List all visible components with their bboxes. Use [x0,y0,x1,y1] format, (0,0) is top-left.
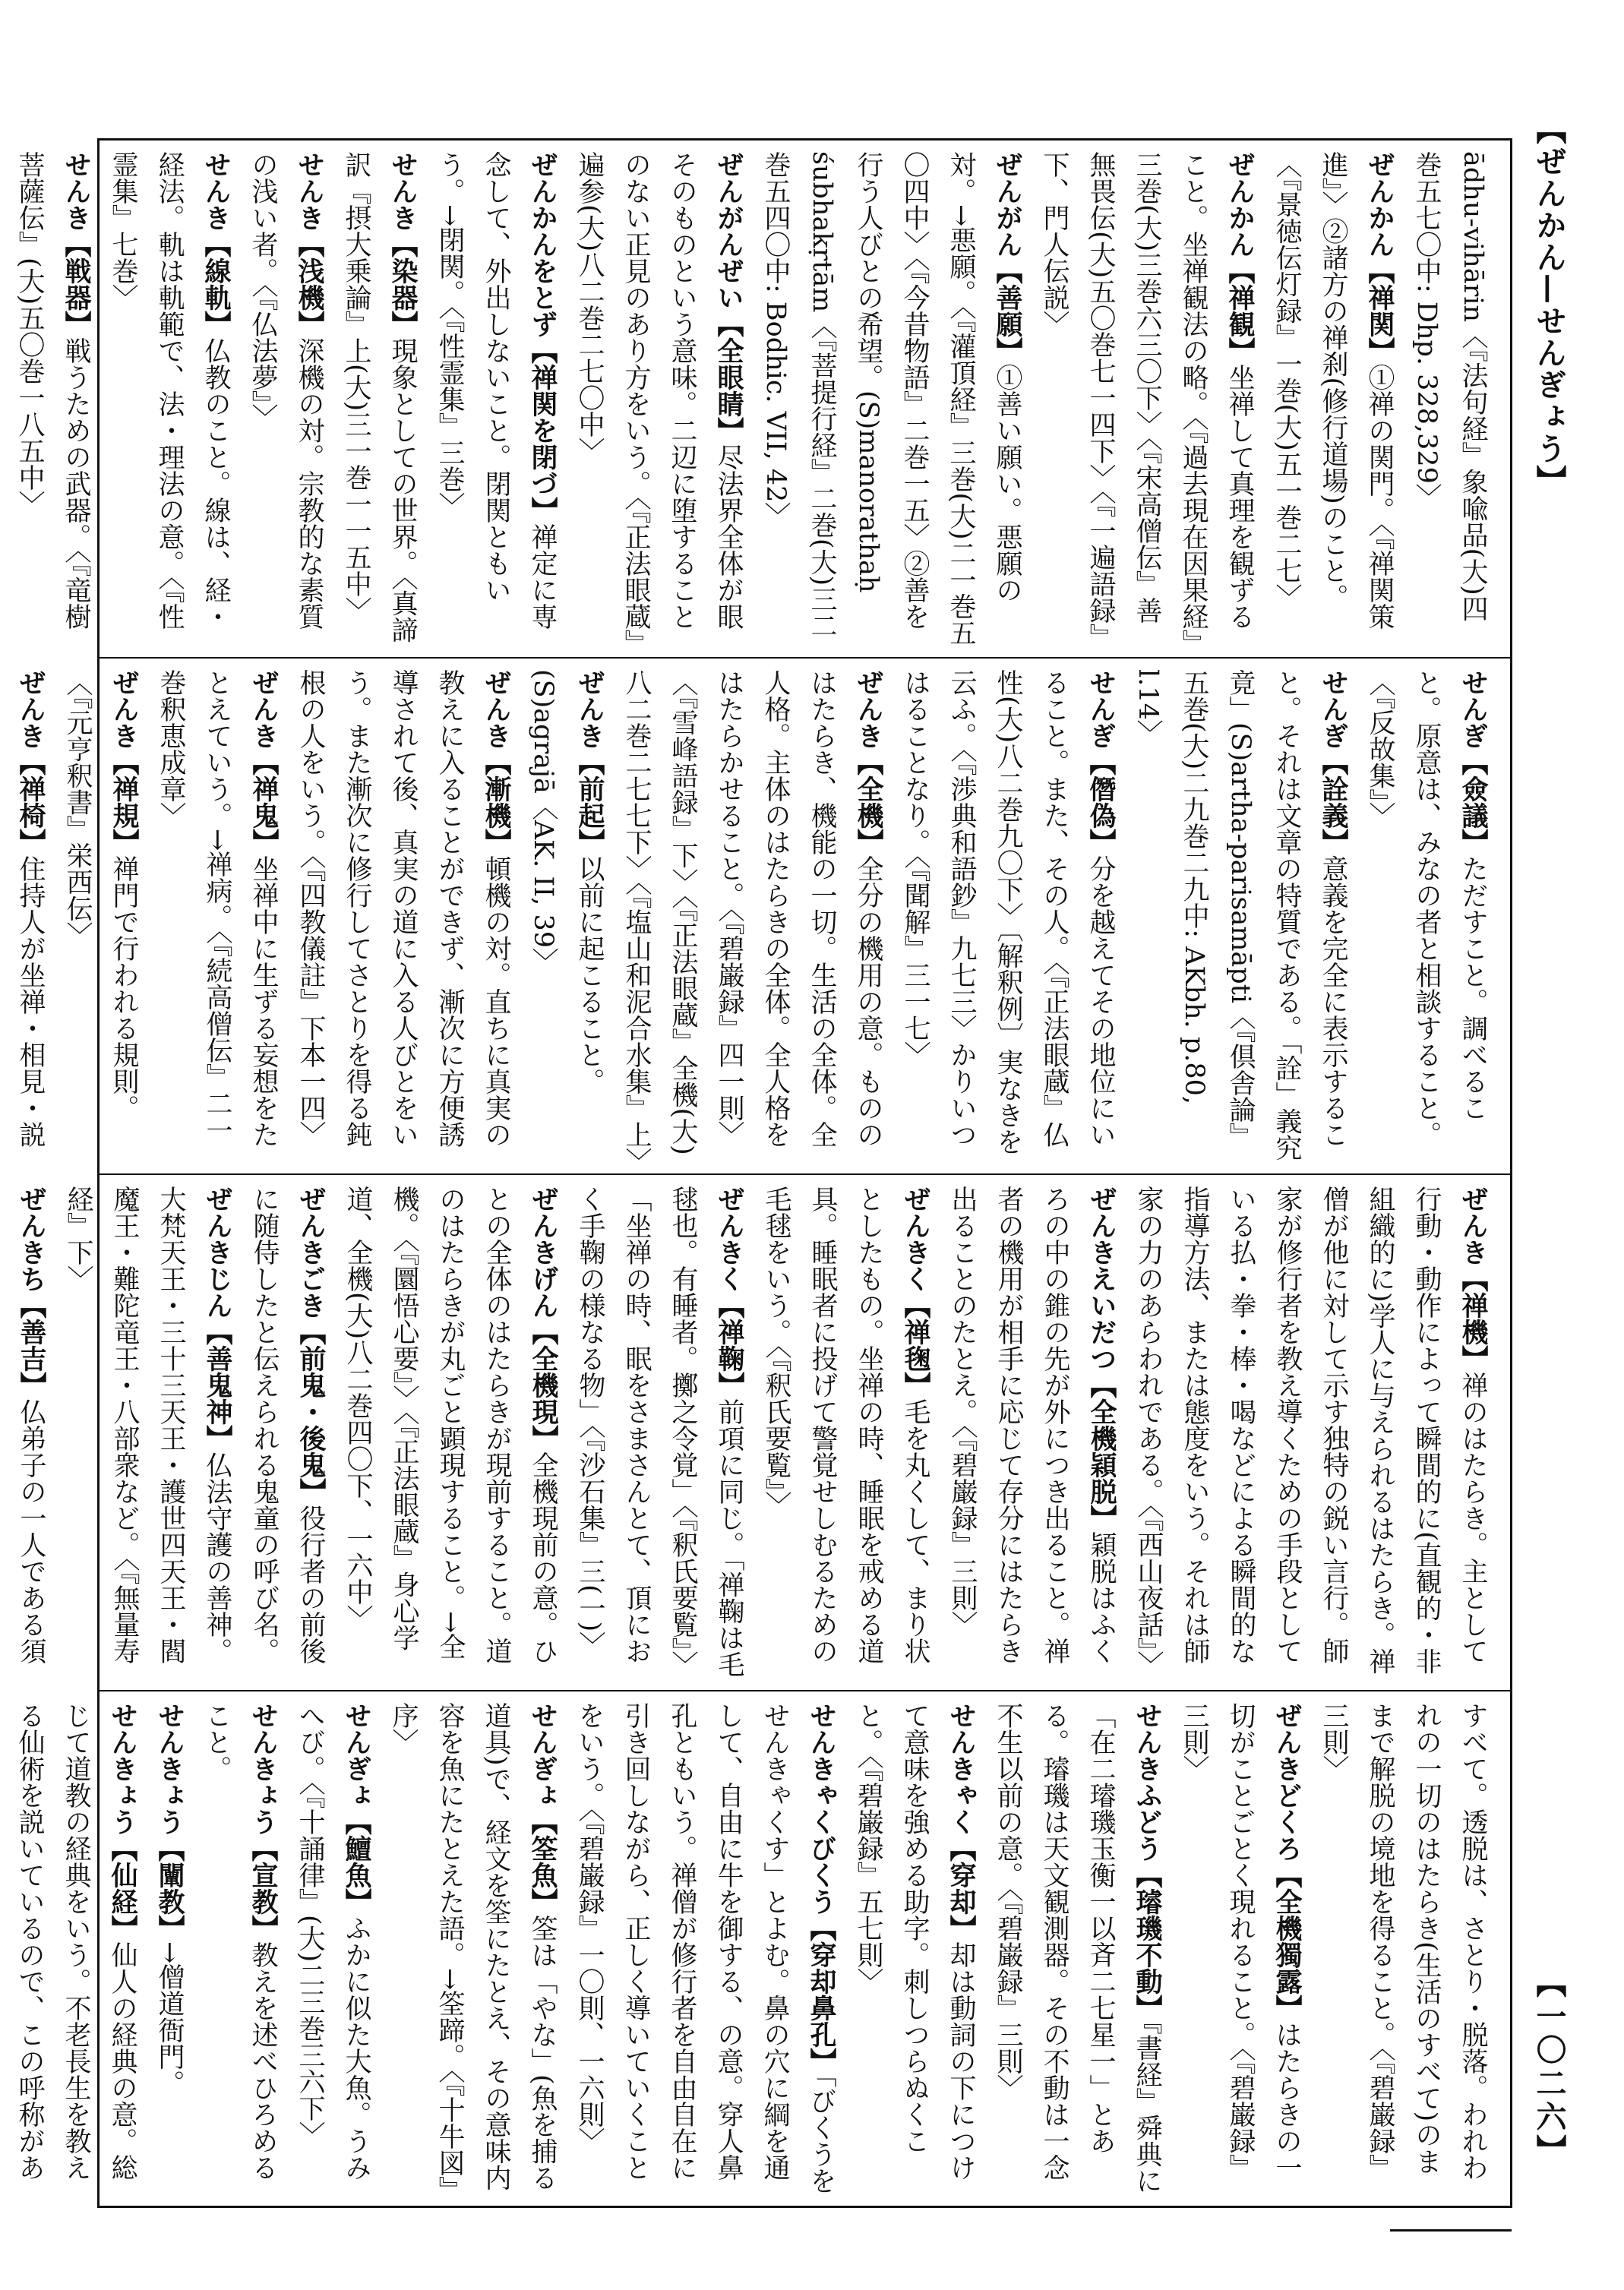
dictionary-entry [566,151,752,646]
entry-definition: 戦うための武器。〈『竜樹菩薩伝』(大)五〇巻一八五中〉 [14,151,91,630]
entry-definition: ふかに似た大魚。うみへび。〈『十誦律』(大)二三巻三六下〉 [295,1702,371,2181]
dictionary-entry [1263,151,1403,646]
entry-headword: せんぎょ【鱣魚】 [341,1702,372,1915]
entry-definition: 教えを述べひろめること。 [201,1702,278,2181]
dictionary-entry [54,669,147,1163]
dictionary-entry [333,151,426,646]
entry-headword: せんぎょ【筌魚】 [527,1702,558,1915]
tier-2 [15,657,1510,1174]
entry-definition: 仙人の経典の意。総じて道教の経典をいう。不老長生を教える仙術を説いているので、この呼称があ [14,1702,137,2181]
dictionary-entry [1125,1186,1496,1679]
dictionary-entry [520,669,613,1163]
dictionary-page-frame [14,138,1512,2208]
dictionary-entry [287,669,520,1163]
entry-definition: 仏教のこと。線は、経・経法。軌は軌範で、法・理法の意。〈『性霊集』七巻〉 [108,151,231,630]
entry-headword: ぜんき【禅規】 [109,669,140,855]
entry-definition: 『書経』舜典に「在二璿璣玉衡一以斉二七星一」とある。璿璣は天文観測器。その不動は一念不生以前の意。〈『碧巌録』三則〉 [993,1702,1162,2194]
entry-headword: せんきょう【宣教】 [248,1702,279,1941]
entry-definition: 仏弟子の一人である須 [16,1398,46,1664]
dictionary-entry [753,1186,939,1679]
entry-definition: 以前に起こること。(S)agrajā〈AK. II, 39〉 [528,669,605,1094]
entry-headword: せんき【浅機】 [294,151,325,337]
entry-headword: せんぎ【僉議】 [1458,669,1489,855]
dictionary-entry [752,151,1031,646]
entry-headword: ぜんきえいだつ【全機穎脱】 [1086,1186,1117,1531]
entry-definition: 坐禅して真理を観ずること。坐禅観法の略。〈『過去現在因果経』三巻(大)三巻六三〇下〉〈『宋高僧伝』善無畏伝(大)五〇巻七一四下〉〈『一遍語録』下、門人伝説〉 [1039,151,1255,643]
entry-headword: ぜんきじん【善鬼神】 [202,1186,233,1451]
entry-headword: ぜんがんぜい【全眼睛】 [713,151,744,444]
entry-headword: せんきゃく【穿却】 [946,1702,977,1941]
dictionary-entry [100,151,239,646]
page-number: 【一〇二六】 [1531,1967,1567,2168]
dictionary-entry [1171,1702,1310,2195]
entry-definition: 「びくうをせんきゃくす」とよむ。鼻の穴に綱を通して、自由に牛を御する、の意。穿人鼻孔ともいう。禅僧が修行者を自由自在に引き回しながら、正しく導いていくことをいう。〈『碧巌録』一〇則、一六則〉 [574,1702,836,2194]
entry-headword: ぜんかんをとず【禅関を閉づ】 [527,151,558,523]
entry-definition: 禅のはたらき。主として行動・動作によって瞬間的に(直観的・非組織的に)学人に与えられるはたらき。禅僧が他に対して示す独特の鋭い言行。師家が修行者を教え導くための手段としている払・拳・棒・喝などによる瞬間的な指導方法、または態度をいう。それは師家の力のあらわれである。〈『西山夜話』〉 [1133,1186,1488,1678]
entry-headword: ぜんきく【禅鞠】 [714,1186,745,1398]
dictionary-entry [1357,669,1496,1163]
dictionary-entry [845,1702,984,2195]
dictionary-entry [613,669,892,1174]
entry-headword: ぜんがん【善願】 [992,151,1023,364]
entry-definition: 頓機の対。直ちに真実の教えに入ることができず、漸次に方便誘導されて後、真実の道に入る人びとをいう。また漸次に修行してさとりを得る鈍根の人をいう。〈『四教儀註』下本一四〉 [295,669,511,1148]
dictionary-entry [1124,669,1357,1163]
dictionary-entry [6,151,100,646]
entry-headword: せんぎ【詮義】 [1318,669,1349,855]
dictionary-entry [334,1186,567,1679]
entry-headword: せんきふどう【璿璣不動】 [1132,1702,1163,2021]
running-title: 【ぜんかん—せんぎょう】 [1531,114,1567,497]
entry-definition: 前項に同じ。「禅鞠は毛毬也。有睡者。擲之令覚」〈『釈氏要覧』〉「坐禅の時、眠をさまさんとて、頂におく手鞠の様なる物」〈『沙石集』三(一)〉 [575,1186,744,1678]
entry-headword: ぜんきごき【前鬼・後鬼】 [295,1186,327,1505]
dictionary-entry [426,151,566,646]
entry-definition: すべて。透脱は、さとり・脱落。われわれの一切のはたらき(生活のすべて)のままで解脱の境地を得ること。〈『碧巌録』三則〉 [1319,1702,1488,2181]
entry-headword: ぜんき【禅機】 [1458,1186,1489,1372]
entry-headword: せんきゃくびくう【穿却鼻孔】 [806,1702,837,2074]
dictionary-entry [939,1186,1125,1679]
entry-definition: はたらきの一切がことごとく現れること。〈『碧巌録』三則〉 [1179,1702,1302,2181]
entry-headword: ぜんきげん【全機現】 [528,1186,559,1451]
entry-definition: 深機の対。宗教的な素質の浅い者。〈『仏法夢』〉 [248,151,324,630]
entry-definition: ①善い願い。悪願の対。→悪願。〈『灌頂経』三巻(大)二一巻五〇四中〉〈『今昔物語』二巻一五〉②善を行う人びとの希望。(S)manorathaḥ śubhakṛtām〈『菩提行経』二巻(大)三二巻五四〇中: Bodhic. VII, 42〉 [760,151,1022,646]
dictionary-entry [146,1702,193,2195]
entry-definition: 分を越えてその地位にいること。また、その人。〈『正法眼蔵』仏性(大)八二巻九〇下〉〔解釈例〕実なきを云ふ。〈『渉典和語鈔』九七三〉かりいつはることなり。〈『聞解』三一七〉 [900,669,1116,1155]
entry-definition: 坐禅中に生ずる妄想をたとえていう。→禅病。〈『続高僧伝』二一巻釈恵成章〉 [156,669,279,1148]
dictionary-entry [0,669,54,1163]
dictionary-entry [566,1702,845,2195]
entry-headword: せんきょう【仙経】 [107,1702,138,1941]
dictionary-entry [567,1186,753,1679]
entry-definition: 役行者の前後に随侍したと伝えられる鬼童の呼び名。 [249,1186,326,1664]
entry-definition: ただすこと。調べること。原意は、みなの者と相談すること。〈『反故集』〉 [1365,669,1488,1148]
dictionary-entry [55,1186,241,1679]
dictionary-entry [1403,151,1496,646]
entry-definition: 尽法界全体が眼そのものという意味。二辺に堕することのない正見のあり方をいう。〈『正法眼蔵』遍参(大)八二巻二七〇中〉 [574,151,744,643]
entry-definition: 全機現前の意。ひとの全体のはたらきが現前すること。道のはたらきが丸ごと顕現すること。→全機。〈『圜悟心要』〉〈『正法眼蔵』身心学道、全機(大)八二巻四〇下、一六中〉 [343,1186,558,1664]
entry-headword: ぜんき【禅椅】 [15,669,46,855]
tier-2-text [15,659,1510,1174]
dictionary-entry [0,1186,55,1679]
dictionary-entry [0,1702,146,2195]
entry-definition: 意義を完全に表示すること。それは文章の特質である。「詮」義究竟」(S)artha-parisamāpti〈『倶舎論』五巻(大)二九巻二九中: AKbh. p.80, l.14〉 [1133,669,1348,1161]
entry-headword: ぜんきち【善吉】 [16,1186,47,1398]
entry-headword: ぜんき【全機】 [853,669,884,855]
entry-definition: 現象としての世界。〈真諦訳『摂大乗論』上(大)三一巻一一五中〉 [341,151,418,643]
entry-definition: 穎脱はふくろの中の錐の先が外につき出ること。禅者の機用が相手に応じて存分にはたらき出ることのたとえ。〈『碧巌録』三則〉 [947,1186,1117,1664]
entry-definition: 仏法守護の善神。大梵天王・三十三天王・護世四天王・閻魔王・難陀竜王・八部衆など。〈『無量寿経』下〉 [63,1186,232,1664]
entry-definition: 住持人が坐禅・相見・説 [15,855,46,1148]
entry-definition: 禅門で行われる規則。〈『元亨釈書』栄西伝〉 [62,669,139,1121]
entry-definition: 筌は「やな」(魚を捕る道具)で、経文を筌にたとえ、その意味内容を魚にたとえた語。→筌蹄。〈『十牛図』序〉 [388,1702,558,2191]
entry-definition: →僧道衙門。 [154,1941,185,2097]
dictionary-entry [286,1702,380,2195]
tier-3-text [16,1175,1510,1690]
entry-definition: ①禅の関門。〈『禅関策進』〉②諸方の禅刹(修行道場)のこと。〈『景徳伝灯録』一巻(大)五一巻二七〉 [1272,151,1395,630]
tier-4-text [14,1691,1510,2206]
entry-headword: せんき【戦器】 [61,151,92,337]
tier-3 [16,1173,1510,1690]
dictionary-entry [241,1186,334,1679]
entry-headword: ぜんきく【禅毱】 [900,1186,931,1398]
entry-definition: 毛を丸くして、まり状としたもの。坐禅の時、睡眠を戒める道具。睡眠者に投げて警覚せしむるための毛毬をいう。〈『釈氏要覧』〉 [761,1186,930,1664]
dictionary-entry [193,1702,286,2195]
tier-1-text [14,141,1510,657]
entry-definition: ādhu-vihārin〈『法句経』象喩品(大)四巻五七〇中: Dhp. 328,329〉 [1411,151,1488,622]
dictionary-entry [0,151,6,646]
entry-headword: せんきょう【闡教】 [154,1702,185,1941]
dictionary-entry [892,669,1124,1163]
tier-4 [14,1690,1510,2206]
entry-definition: 禅定に専念して、外出しないこと。閉関ともいう。→閉関。〈『性霊集』三巻〉 [434,151,558,630]
entry-headword: ぜんかん【禅関】 [1364,151,1395,364]
tier-1 [14,141,1510,657]
entry-headword: せんき【染器】 [387,151,419,337]
dictionary-entry [147,669,287,1163]
dictionary-entry [984,1702,1171,2195]
entry-headword: せんぎ【僭偽】 [1085,669,1117,855]
entry-definition: 全分の機用の意。もののはたらき、機能の一切。生活の全体。全人格。主体のはたらきの全体。全人格をはたらかせること。〈『碧巌録』四一則〉〈『雪峰語録』下〉〈『正法眼蔵』全機(大)八二巻二七七下〉〈『塩山和泥合水集』上〉 [621,669,883,1174]
dictionary-entry [239,151,333,646]
entry-headword: せんき【線軌】 [201,151,232,337]
dictionary-entry [380,1702,566,2195]
entry-headword: ぜんきどくろ【全機獨露】 [1272,1702,1303,2021]
entry-headword: ぜんき【漸機】 [481,669,512,855]
bottom-rule [1390,2229,1512,2232]
entry-headword: ぜんかん【禅観】 [1224,151,1256,364]
dictionary-entry [1310,1702,1496,2195]
entry-definition: 却は動詞の下につけて意味を強める助字。刺しつらぬくこと。〈『碧巌録』五七則〉 [853,1702,976,2181]
entry-headword: ぜんき【前起】 [574,669,605,855]
dictionary-entry [1031,151,1263,646]
entry-headword: ぜんき【禅鬼】 [248,669,280,855]
